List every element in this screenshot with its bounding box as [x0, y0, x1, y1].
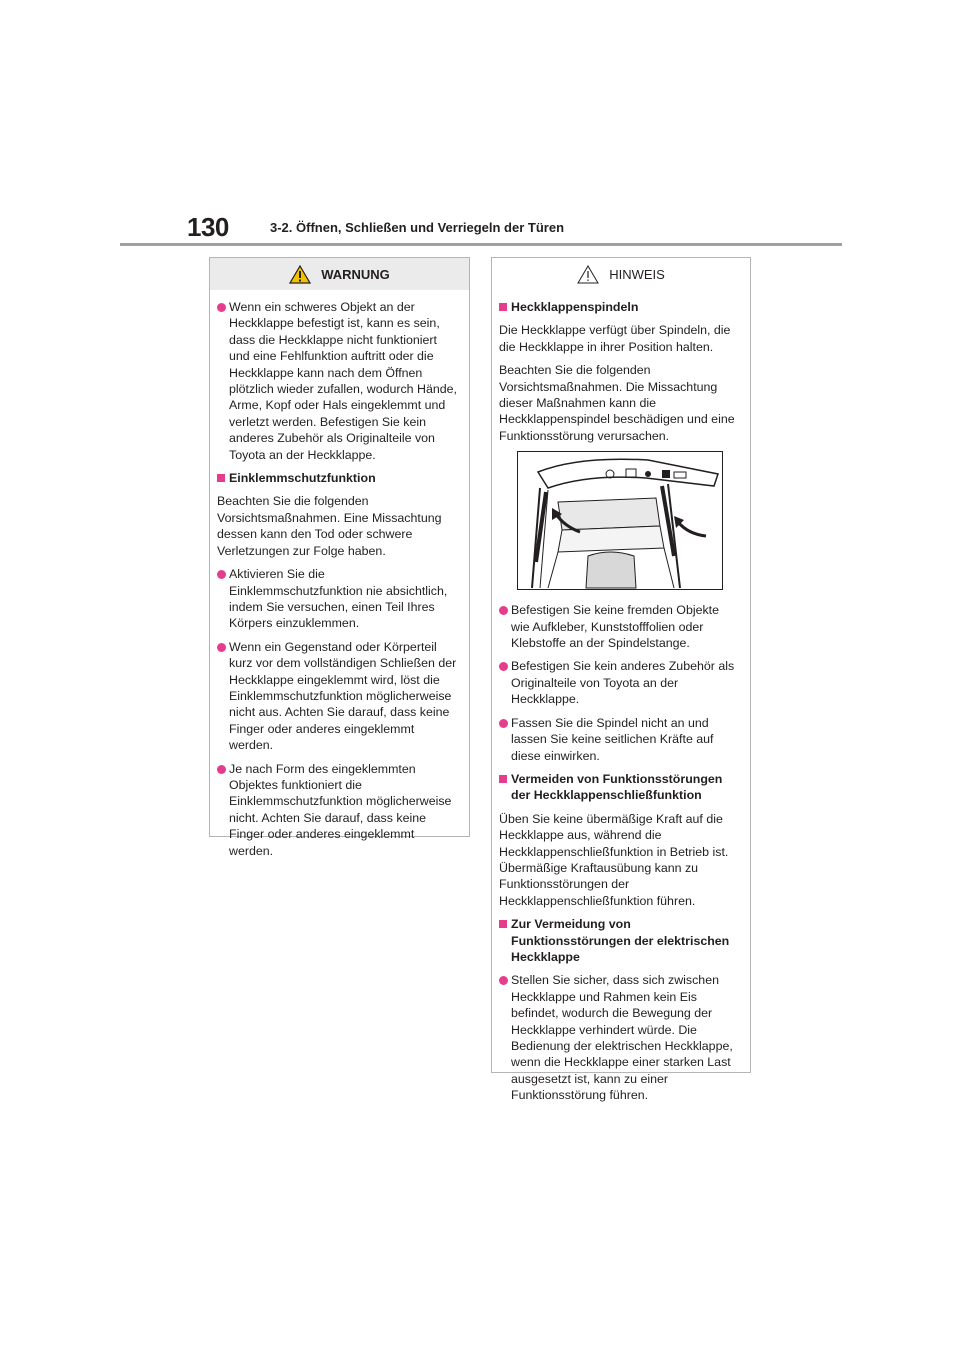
note-text: Die Heckklappe verfügt über Spindeln, die die Heckklappe in ihrer Position halten. — [499, 323, 731, 354]
note-title: HINWEIS — [609, 266, 665, 282]
warning-subheading: Einklemmschutzfunktion — [217, 470, 459, 486]
note-bullet: Befestigen Sie keine fremden Objekte wie Aufkleber, Kunststofffolien oder Klebstoffe an der Spindelstange. — [499, 602, 740, 651]
note-text: Üben Sie keine übermäßige Kraft auf die Heckklappe aus, während die Heckklappenschließfunktion in Betrieb ist. Übermäßige Kraftausübung kann zu Funktionsstörungen der Heckklappenschließfunktion führen. — [499, 811, 729, 908]
section-title: 3-2. Öffnen, Schließen und Verriegeln der Türen — [270, 220, 565, 235]
note-subheading: Heckklappenspindeln — [499, 299, 740, 315]
note-subheading: Zur Vermeidung von Funktionsstörungen der elektrischen Heckklappe — [499, 916, 740, 965]
warning-title: WARNUNG — [321, 266, 390, 282]
warning-triangle-icon — [289, 265, 311, 284]
warning-bullet: Wenn ein Gegenstand oder Körperteil kurz vor dem vollständigen Schließen der Heckklappe eingeklemmt wird, löst die Einklemmschutzfunktion möglicherweise nicht aus. Achten Sie darauf, dass keine Finger oder anderes eingeklemmt werden. — [217, 639, 459, 754]
warning-bullet: Je nach Form des eingeklemmten Objektes funktioniert die Einklemmschutzfunktion möglicherweise nicht. Achten Sie darauf, dass keine Finger oder anderes eingeklemmt werden. — [217, 761, 459, 859]
caution-triangle-icon — [577, 265, 599, 284]
note-bullet: Fassen Sie die Spindel nicht an und lassen Sie keine seitlichen Kräfte auf diese einwirken. — [499, 715, 740, 764]
tailgate-strut-illustration — [517, 451, 723, 590]
note-header — [492, 258, 750, 290]
warning-box — [209, 257, 470, 858]
header-divider — [120, 243, 842, 246]
warning-bullet: Wenn ein schweres Objekt an der Heckklappe befestigt ist, kann es sein, dass die Heckklappe nicht funktioniert und eine Fehlfunktion auftritt oder die Heckklappe kann nach dem Öffnen plötzlich wieder zufallen, wodurch Hände, Arme, Kopf oder Hals eingeklemmt und verletzt werden. Befestigen Sie kein anderes Zubehör als Originalteile von Toyota an der Heckklappe. — [217, 299, 459, 463]
warning-header — [210, 258, 469, 290]
note-bullet: Befestigen Sie kein anderes Zubehör als Originalteile von Toyota an der Heckklappe. — [499, 658, 740, 707]
note-bullet: Stellen Sie sicher, dass sich zwischen Heckklappe und Rahmen kein Eis befindet, wodurch die Bewegung der Heckklappe verhindert würde. Die Bedienung der elektrischen Heckklappe, wenn die Heckklappe einer starken Last ausgesetzt ist, kann zu einer Funktionsstörung führen. — [499, 972, 740, 1103]
note-text: Beachten Sie die folgenden Vorsichtsmaßnahmen. Die Missachtung dieser Maßnahmen kann die Heckklappenspindel beschädigen und eine Funktionsstörung verursachen. — [499, 363, 735, 443]
warning-bullet: Aktivieren Sie die Einklemmschutzfunktion nie absichtlich, indem Sie versuchen, einen Teil Ihres Körpers einzuklemmen. — [217, 566, 459, 632]
warning-text: Beachten Sie die folgenden Vorsichtsmaßnahmen. Eine Missachtung dessen kann den Tod oder schwere Verletzungen zur Folge haben. — [217, 494, 442, 558]
note-box — [491, 257, 751, 1103]
note-subheading: Vermeiden von Funktionsstörungen der Heckklappenschließfunktion — [499, 771, 740, 804]
page-number: 130 — [187, 212, 229, 242]
